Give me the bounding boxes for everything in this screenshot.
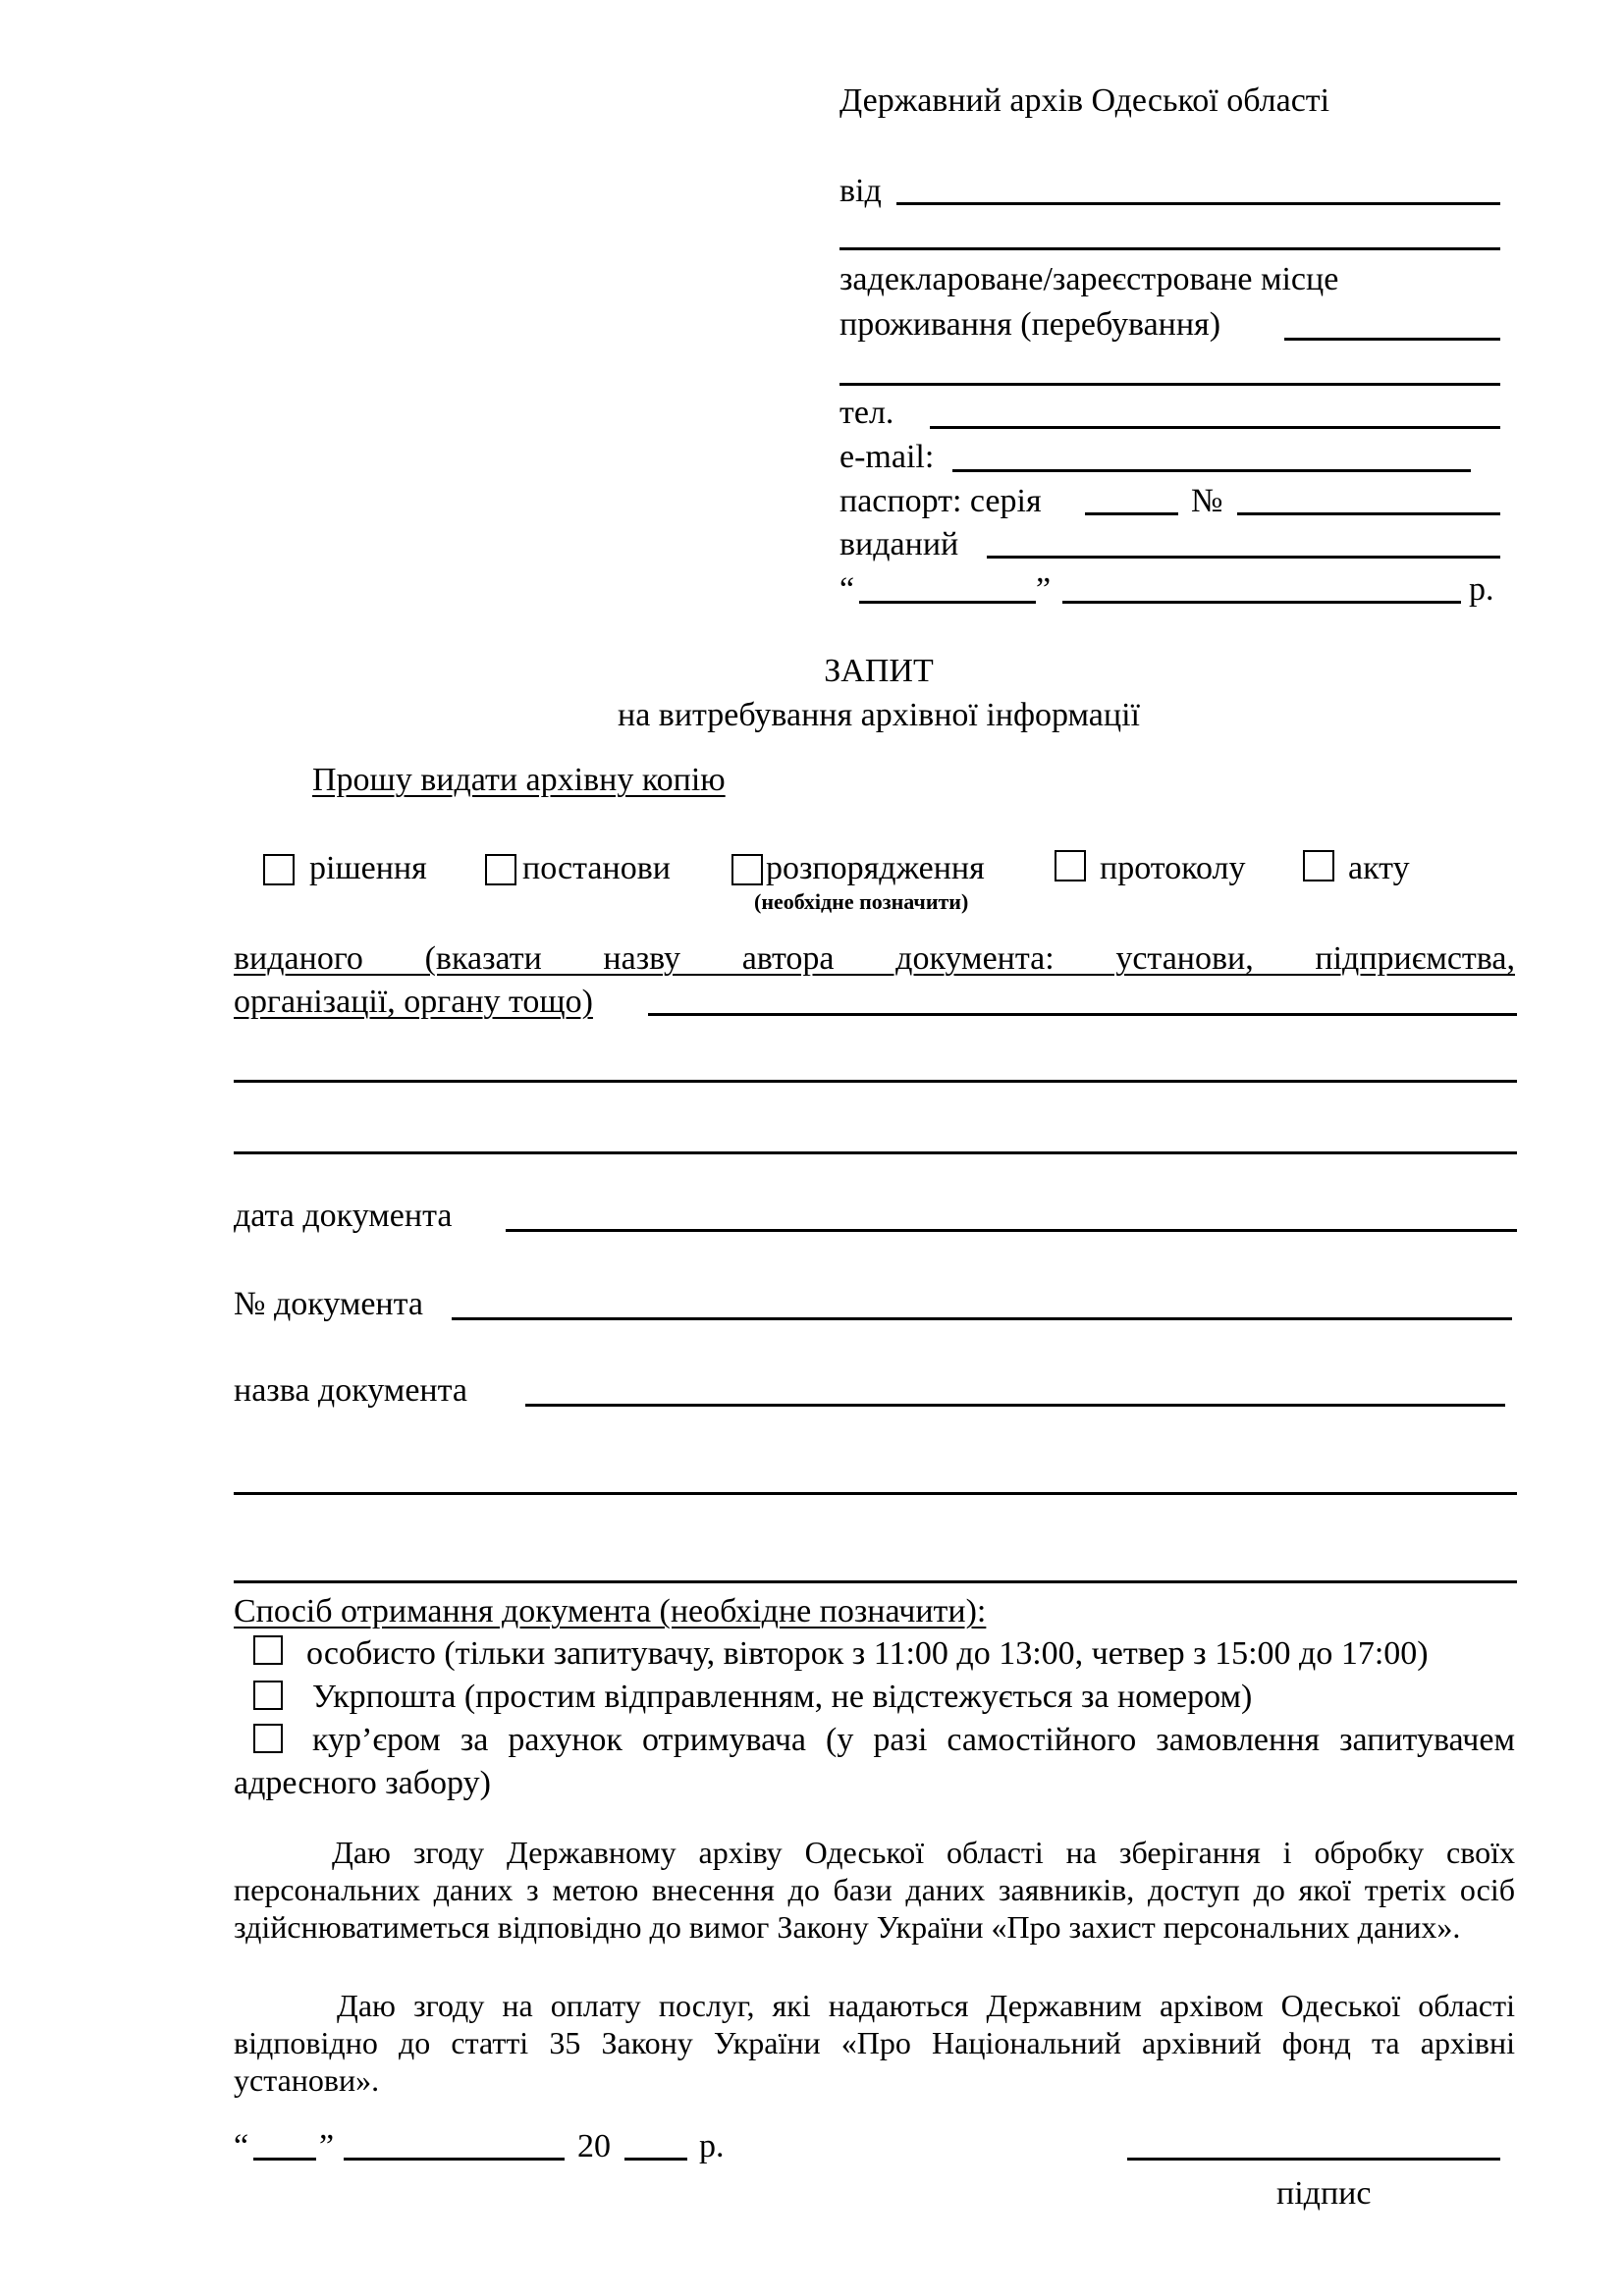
residence-label-2: проживання (перебування) — [839, 306, 1221, 343]
option-resolution-label: постанови — [522, 850, 671, 886]
option-protocol-label: протоколу — [1100, 850, 1246, 886]
footer-year-suffix: р. — [699, 2128, 725, 2164]
passport-number-input-line[interactable] — [1237, 512, 1500, 515]
issued-date-quote-close: ” — [1036, 571, 1052, 608]
residence-label-1: задеклароване/зареєстроване місце — [839, 261, 1339, 297]
delivery-post-label: Укрпошта (простим відправленням, не відстежується за номером) — [312, 1679, 1253, 1715]
passport-number-label: № — [1191, 483, 1223, 519]
footer-quote-close: ” — [319, 2128, 335, 2164]
document-subtitle: на витребування архівної інформації — [618, 697, 1140, 733]
email-label: e-mail: — [839, 439, 935, 475]
checkbox-delivery-post[interactable] — [253, 1681, 283, 1710]
checkbox-resolution[interactable] — [485, 854, 516, 885]
option-decision-label: рішення — [309, 850, 427, 886]
issued-by-input-line[interactable] — [648, 1013, 1517, 1016]
delivery-courier-label-1: кур’єром за рахунок отримувача (у разі самостійного замовлення запитувачем — [312, 1722, 1515, 1758]
from-input-line-2[interactable] — [839, 247, 1500, 250]
document-name-input-line-2[interactable] — [234, 1492, 1517, 1495]
issued-by-input-line-3[interactable] — [234, 1151, 1517, 1154]
footer-year-input-line[interactable] — [624, 2158, 687, 2161]
issued-month-year-input-line[interactable] — [1062, 601, 1461, 604]
issued-label: виданий — [839, 526, 959, 562]
phone-label: тел. — [839, 395, 894, 431]
phone-input-line[interactable] — [930, 426, 1500, 429]
passport-series-label: паспорт: серія — [839, 483, 1042, 519]
document-number-input-line[interactable] — [452, 1317, 1512, 1320]
from-label: від — [839, 173, 882, 209]
signature-input-line[interactable] — [1127, 2158, 1500, 2161]
delivery-courier-label-2: адресного забору) — [234, 1765, 491, 1801]
request-intro: Прошу видати архівну копію — [312, 762, 726, 798]
signature-label: підпис — [1276, 2175, 1372, 2212]
document-name-input-line[interactable] — [525, 1404, 1505, 1407]
issued-by-input-line-2[interactable] — [234, 1080, 1517, 1083]
delivery-personal-label: особисто (тільки запитувачу, вівторок з 11:00 до 13:00, четвер з 15:00 до 17:00) — [306, 1635, 1429, 1672]
consent-payment: Даю згоду на оплату послуг, які надаються Державним архівом Одеської області відповідно до статті 35 Закону України «Про Національний архівний фонд та архівні установи». — [234, 1988, 1515, 2098]
document-number-label: № документа — [234, 1286, 423, 1322]
document-name-label: назва документа — [234, 1372, 467, 1409]
issued-input-line[interactable] — [987, 556, 1500, 559]
delivery-heading: Спосіб отримання документа (необхідне позначити): — [234, 1593, 987, 1629]
option-order-label: розпорядження — [766, 850, 985, 886]
residence-input-line[interactable] — [1284, 338, 1500, 341]
checkbox-protocol[interactable] — [1055, 850, 1086, 881]
issued-date-quote-open: “ — [839, 571, 855, 608]
issued-day-input-line[interactable] — [859, 601, 1036, 604]
archive-name: Державний архів Одеської області — [839, 82, 1330, 119]
residence-input-line-2[interactable] — [839, 383, 1500, 386]
issued-year-suffix: р. — [1469, 571, 1494, 608]
issued-by-label-line-1: виданого (вказати назву автора документа: установи, підприємства, — [234, 940, 1515, 977]
checkbox-delivery-personal[interactable] — [253, 1635, 283, 1665]
footer-day-input-line[interactable] — [253, 2158, 316, 2161]
option-act-label: акту — [1348, 850, 1410, 886]
options-note: (необхідне позначити) — [754, 889, 969, 914]
from-input-line[interactable] — [896, 202, 1500, 205]
email-input-line[interactable] — [952, 469, 1471, 472]
document-name-input-line-3[interactable] — [234, 1580, 1517, 1583]
document-title: ЗАПИТ — [824, 653, 934, 689]
checkbox-act[interactable] — [1303, 850, 1334, 881]
footer-quote-open: “ — [234, 2128, 249, 2164]
passport-series-input-line[interactable] — [1085, 512, 1178, 515]
checkbox-order[interactable] — [731, 854, 763, 885]
checkbox-decision[interactable] — [263, 854, 295, 885]
issued-by-label-line-2: організації, органу тощо) — [234, 984, 593, 1020]
footer-year-prefix: 20 — [577, 2128, 611, 2164]
footer-month-input-line[interactable] — [344, 2158, 565, 2161]
consent-personal-data: Даю згоду Державному архіву Одеської області на зберігання і обробку своїх персональних даних з метою внесення до бази даних заявників, доступ до якої третіх осіб здійснюватиметься відповідно до вимог Закону України «Про захист персональних даних». — [234, 1835, 1515, 1945]
document-date-label: дата документа — [234, 1198, 453, 1234]
checkbox-delivery-courier[interactable] — [253, 1724, 283, 1753]
document-date-input-line[interactable] — [506, 1229, 1517, 1232]
